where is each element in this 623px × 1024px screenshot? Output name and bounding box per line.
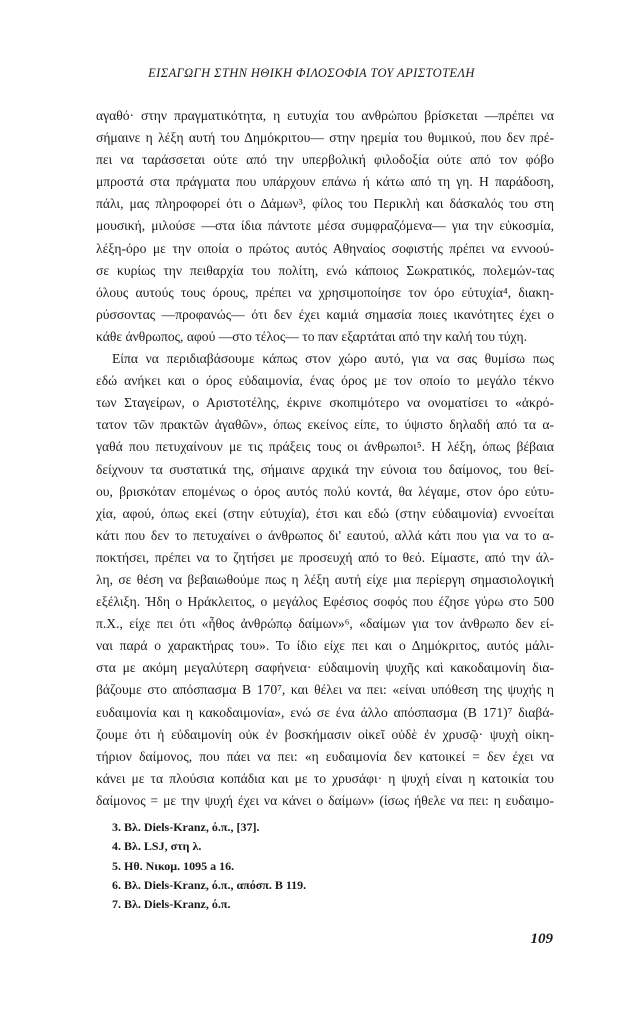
body-line: κάτι που δεν το πετυχαίνει ο άνθρωπος δι' εαυτού, αλλά κάτι που για να το α-: [96, 527, 554, 543]
body-line: όλους αυτούς τους όρους, πρέπει να χρησιμοποίησε τον όρο εὐτυχία⁴, διακη-: [96, 284, 554, 300]
page-number: 109: [530, 931, 553, 947]
footnote: 7. Βλ. Diels-Kranz, ό.π.: [112, 897, 231, 912]
body-line: αγαθό· στην πραγματικότητα, η ευτυχία του ανθρώπου βρίσκεται —πρέπει να: [96, 108, 554, 123]
body-line: χία, αφού, όπως εκεί (στην εὐτυχία), έτσι και εδώ (στην εὐδαιμονία) εννοείται: [96, 505, 554, 521]
body-line: εξέλιξη. Ήδη ο Ηράκλειτος, ο μεγάλος Εφέσιος σοφός που έζησε γύρω στο 500: [96, 594, 554, 610]
body-line: μουσική, μιλούσε —στα ίδια πάντοτε μέσα συμφραζόμενα— για την εὐκοσμία,: [96, 218, 554, 234]
body-line: ζουμε ότι ἡ εὐδαιμονίη οὐκ ἐν βοσκήμασιν οἰκεῖ οὐδὲ ἐν χρυσῷ· ψυχὴ οἰκη-: [96, 726, 554, 742]
body-line: δείχνουν τα συστατικά της, σήμαινε αρχικά την εύνοια του δαίμονος, του θεί-: [96, 461, 554, 477]
footnote: 6. Βλ. Diels-Kranz, ό.π., απόσπ. Β 119.: [112, 877, 307, 892]
body-line: πει να ταράσσεται ούτε από την υπερβολική φιλοδοξία ούτε από τον φόβο: [96, 152, 554, 168]
body-line: τατον τῶν πρακτῶν ἀγαθῶν», όπως εκείνος είπε, το ύψιστο δηλαδή από τα α-: [96, 417, 554, 433]
body-line: ναι παρά ο χαρακτήρας του». Το ίδιο είχε πει και ο Δημόκριτος, αυτός μάλι-: [96, 638, 554, 654]
body-line: πάλι, μας πληροφορεί ότι ο Δάμων³, φίλος του Περικλή και δάσκαλός του στη: [96, 196, 554, 212]
body-line: λέξη-όρο με την οποία ο πρώτος αυτός Αθηναίος σοφιστής πρέπει να εννοού-: [96, 240, 554, 256]
body-line: στα με ακόμη μεγαλύτερη σαφήνεια· εὐδαιμονίη ψυχῆς καὶ κακοδαιμονίη δια-: [96, 660, 554, 676]
footnotes: [112, 818, 306, 914]
body-line: σε κυρίως την πειθαρχία του πολίτη, ενώ κάποιος Σωκρατικός, πολεμών-τας: [96, 262, 554, 278]
body-line: ρύσσοντας —προφανώς— ότι δεν έχει καμιά σημασία ποιες ικανότητες έχει ο: [96, 306, 554, 322]
body-line: κάνει με τα πλούσια κοπάδια και με το χρυσάφι· η ψυχή είναι η κατοικία του: [96, 770, 554, 786]
body-line: τήριον δαίμονος, που πάει να πει: «η ευδαιμονία δεν κατοικεί = δεν έχει να: [96, 748, 554, 764]
body-line: σήμαινε η λέξη αυτή του Δημόκριτου— στην ηρεμία του θυμικού, που δεν πρέ-: [96, 130, 554, 146]
body-line: ευδαιμονία και η κακοδαιμονία», ενώ σε ένα άλλο απόσπασμα (Β 171)⁷ διαβά-: [96, 704, 554, 720]
running-head: ΕΙΣΑΓΩΓΗ ΣΤΗΝ ΗΘΙΚΗ ΦΙΛΟΣΟΦΙΑ ΤΟΥ ΑΡΙΣΤΟΤΕΛΗ: [148, 66, 475, 80]
footnote: 3. Βλ. Diels-Kranz, ό.π., [37].: [112, 820, 260, 834]
body-line: εδώ ανήκει και ο όρος εὐδαιμονία, ένας όρος με τον οποίο το μεγάλο τέκνο: [96, 373, 554, 389]
body-line: μπροστά στα πράγματα που υπάρχουν επάνω ή κάτω από τη γη. Η παράδοση,: [96, 174, 554, 190]
footnote: 4. Βλ. LSJ, στη λ.: [112, 839, 202, 854]
body-line: των Σταγείρων, ο Αριστοτέλης, έκρινε σκοπιμότερο να ονοματίσει το «ἀκρό-: [96, 395, 554, 411]
body-line: δαίμονος = με την ψυχή έχει να κάνει ο δαίμων» (ίσως ήθελε να πει: η ευδαιμο-: [96, 792, 554, 808]
body-line: ου, βρισκόταν επομένως ο όρος αυτός πολύ κοντά, θα λέγαμε, στον όρο εὐτυ-: [96, 483, 554, 499]
paragraph-start-line: Είπα να περιδιαβάσουμε κάπως στον χώρο αυτό, για να σας θυμίσω πως: [112, 351, 554, 367]
body-line: ποκτήσει, πρέπει να το ζητήσει με προσευχή από το θεό. Είμαστε, από την άλ-: [96, 549, 554, 565]
footnote: 5. Ηθ. Νικομ. 1095 a 16.: [112, 858, 235, 873]
body-line: π.Χ., είχε πει ότι «ἦθος ἀνθρώπῳ δαίμων»⁶, «δαίμων για τον άνθρωπο δεν εί-: [96, 616, 554, 632]
body-line: γαθά που πετυχαίνουν με τις πράξεις τους οι άνθρωποι⁵. Η λέξη, όπως βέβαια: [96, 439, 554, 455]
body-line: λη, σε θέση να βεβαιωθούμε πως η λέξη αυτή είχε μια περίεργη σημασιολογική: [96, 571, 554, 587]
body-line: βάζουμε στο απόσπασμα Β 170⁷, και θέλει να πει: «είναι υπόθεση της ψυχής η: [96, 682, 554, 698]
body-text: [96, 105, 554, 812]
body-line: κάθε άνθρωπος, αφού —στο τέλος— το παν εξαρτάται από την καλή του τύχη.: [96, 328, 528, 344]
